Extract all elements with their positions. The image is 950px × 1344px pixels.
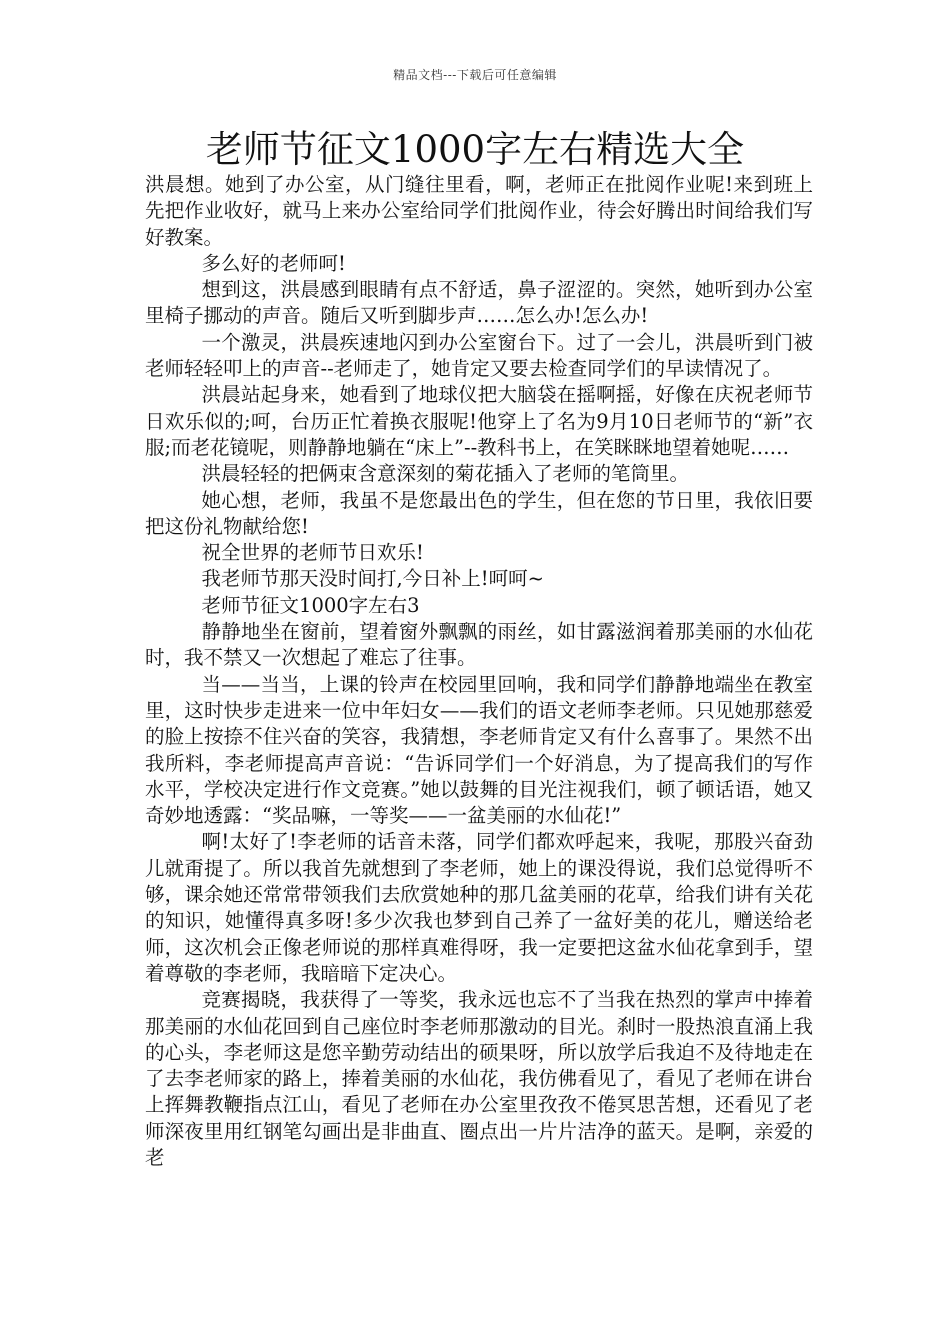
body-paragraph: 啊!太好了!李老师的话音未落，同学们都欢呼起来，我呢，那股兴奋劲儿就甭提了。所以我首先就想到了李老师，她上的课没得说，我们总觉得听不够，课余她还常常带领我们去欣赏她种的那几盆美丽的花草，给我们讲有关花的知识，她懂得真多呀!多少次我也梦到自己养了一盆好美的花儿，赠送给老师，这次机会正像老师说的那样真难得呀，我一定要把这盆水仙花拿到手，望着尊敬的李老师，我暗暗下定决心。 [145, 830, 813, 985]
body-paragraph: 老师节征文1000字左右3 [201, 593, 420, 617]
header-note: 精品文档---下载后可任意编辑 [393, 68, 557, 82]
body-paragraph: 当——当当，上课的铃声在校园里回响，我和同学们静静地端坐在教室里，这时快步走进来一位中年妇女——我们的语文老师李老师。只见她那慈爱的脸上按捺不住兴奋的笑容，我猜想，李老师肯定又有什么喜事了。果然不出我所料，李老师提高声音说：“告诉同学们一个好消息，为了提高我们的写作水平，学校决定进行作文竞赛。”她以鼓舞的目光注视我们，顿了顿话语，她又奇妙地透露：“奖品嘛，一等奖——一盆美丽的水仙花!” [145, 672, 813, 828]
document-body [145, 172, 813, 1171]
body-paragraph: 多么好的老师呵! [201, 251, 346, 275]
body-paragraph: 洪晨想。她到了办公室，从门缝往里看，啊，老师正在批阅作业呢!来到班上先把作业收好，就马上来办公室给同学们批阅作业，待会好腾出时间给我们写好教案。 [145, 173, 813, 249]
body-paragraph: 洪晨站起身来，她看到了地球仪把大脑袋在摇啊摇，好像在庆祝老师节日欢乐似的;呵，台历正忙着换衣服呢!他穿上了名为9月10日老师节的“新”衣服;而老花镜呢，则静静地躺在“床上”--教科书上，在笑眯眯地望着她呢…… [145, 383, 813, 459]
body-paragraph: 一个激灵，洪晨疾速地闪到办公室窗台下。过了一会儿，洪晨听到门被老师轻轻叩上的声音--老师走了，她肯定又要去检查同学们的早读情况了。 [145, 330, 813, 381]
body-paragraph: 她心想，老师，我虽不是您最出色的学生，但在您的节日里，我依旧要把这份礼物献给您! [145, 488, 813, 538]
body-paragraph: 我老师节那天没时间打,今日补上!呵呵~ [201, 567, 544, 591]
body-paragraph: 竞赛揭晓，我获得了一等奖，我永远也忘不了当我在热烈的掌声中捧着那美丽的水仙花回到自己座位时李老师那激动的目光。刹时一股热浪直涌上我的心头，李老师这是您辛勤劳动结出的硕果呀，所以放学后我迫不及待地走在了去李老师家的路上，捧着美丽的水仙花，我仿佛看见了，看见了老师在讲台上挥舞教鞭指点江山，看见了老师在办公室里孜孜不倦冥思苦想，还看见了老师深夜里用红钢笔勾画出是非曲直、圈点出一片片洁净的蓝天。是啊，亲爱的老 [145, 988, 813, 1169]
body-paragraph: 祝全世界的老师节日欢乐! [201, 541, 424, 565]
document-title: 老师节征文1000字左右精选大全 [205, 128, 745, 171]
body-paragraph: 洪晨轻轻的把俩束含意深刻的菊花插入了老师的笔筒里。 [201, 462, 690, 486]
body-paragraph: 想到这，洪晨感到眼睛有点不舒适，鼻子涩涩的。突然，她听到办公室里椅子挪动的声音。随后又听到脚步声……怎么办!怎么办! [145, 278, 813, 328]
body-paragraph: 静静地坐在窗前，望着窗外飘飘的雨丝，如甘露滋润着那美丽的水仙花时，我不禁又一次想起了难忘了往事。 [145, 620, 813, 670]
